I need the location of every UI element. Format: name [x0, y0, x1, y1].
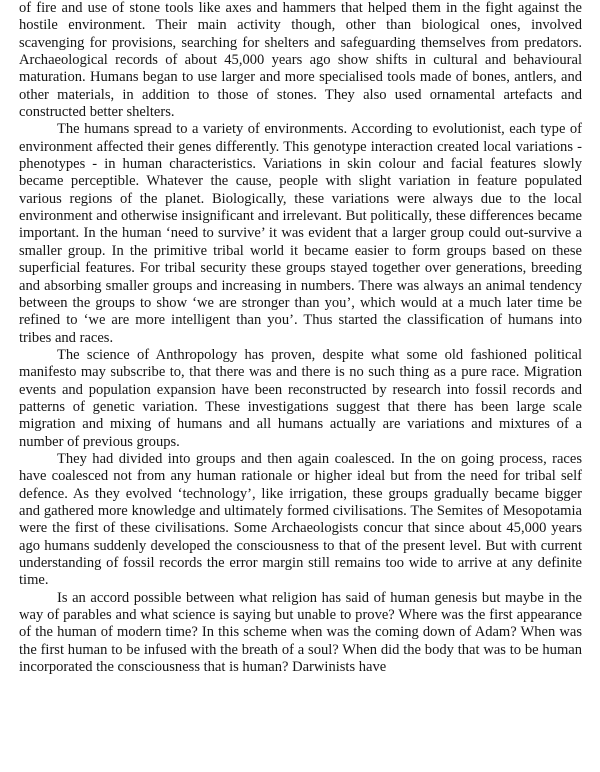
paragraph-1: of fire and use of stone tools like axes and hammers that helped them in the fight against the hostile environment. Their main activity though, other than biological ones, involved scavenging for provisions, searching for shelters and safeguarding themselves from predators. Archaeological records of about 45,000 years ago show shifts in cultural and behavioural maturation. Humans began to use larger and more specialised tools made of bones, antlers, and other materials, in addition to those of stones. They also used ornamental artefacts and constructed better shelters.: [19, 0, 582, 121]
paragraph-2: The humans spread to a variety of environments. According to evolutionist, each type of environment affected their genes differently. This genotype interaction created local variations - phenotypes - in human characteristics. Variations in skin colour and facial features slowly became perceptible. Whatever the cause, people with slight variation in feature populated various regions of the planet. Biologically, these variations were always due to the local environment and otherwise insignificant and irrelevant. But politically, these differences became important. In the human ‘need to survive’ it was evident that a larger group could out-survive a smaller group. In the primitive tribal world it became easier to form groups based on these superficial features. For tribal security these groups stayed together over generations, breeding and absorbing smaller groups and increasing in numbers. There was always an animal tendency between the groups to show ‘we are stronger than you’, which would at a much later time be refined to ‘we are more intelligent than you’. Thus started the classification of humans into tribes and races.: [19, 121, 582, 346]
paragraph-5: Is an accord possible between what religion has said of human genesis but maybe in the way of parables and what science is saying but unable to prove? Where was the first appearance of the human of modern time? In this scheme when was the coming down of Adam? When was the first human to be infused with the breath of a soul? When did the body that was to be human incorporated the consciousness that is human? Darwinists have: [19, 589, 582, 676]
paragraph-3: The science of Anthropology has proven, despite what some old fashioned political manifesto may subscribe to, that there was and there is no such thing as a pure race. Migration events and population expansion have been reconstructed by research into fossil records and patterns of genetic variation. These investigations suggest that there has been large scale migration and mixing of humans and all humans actually are variations and mixtures of a number of previous groups.: [19, 346, 582, 450]
document-page: [19, 0, 582, 772]
paragraph-4: They had divided into groups and then again coalesced. In the on going process, races have coalesced not from any human rationale or higher ideal but from the need for tribal self defence. As they evolved ‘technology’, like irrigation, these groups gradually became bigger and gathered more knowledge and ultimately formed civilisations. The Semites of Mesopotamia were the first of these civilisations. Some Archaeologists concur that since about 45,000 years ago humans suddenly developed the consciousness to that of the present level. But with current understanding of fossil records the error margin still remains too wide to arrive at any definite time.: [19, 450, 582, 589]
